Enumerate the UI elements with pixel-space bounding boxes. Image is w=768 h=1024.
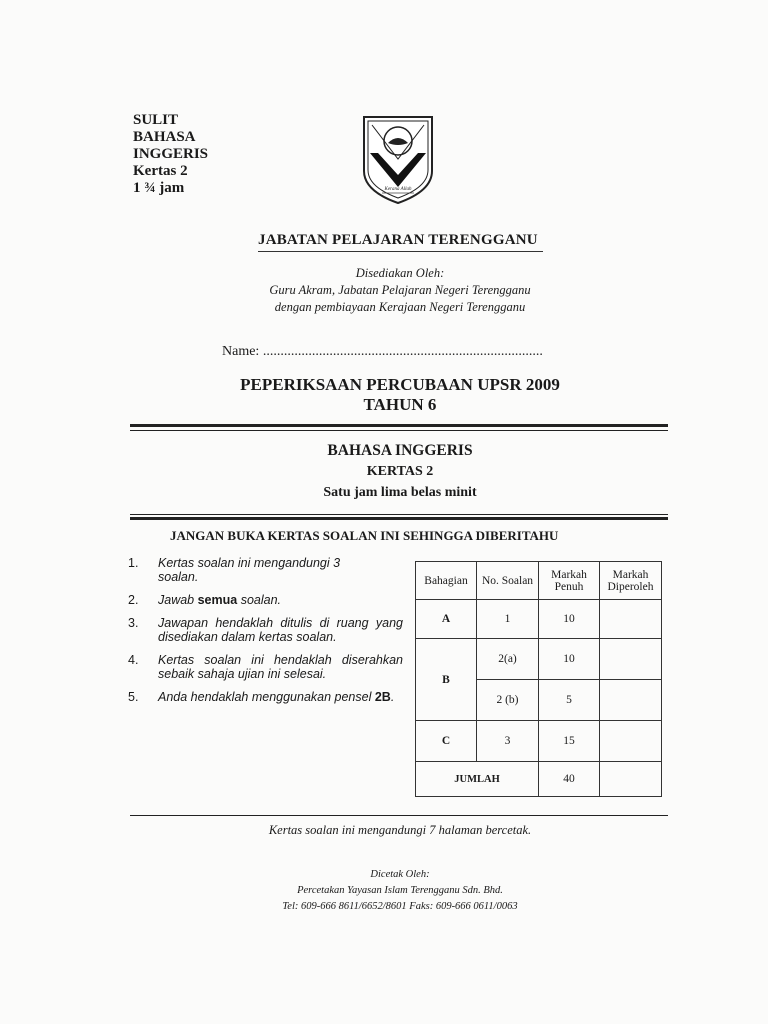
exam-year: TAHUN 6 (363, 395, 437, 414)
prepared-by-line1: Guru Akram, Jabatan Pelajaran Negeri Terengganu (269, 283, 531, 297)
obtained-marks-cell[interactable] (600, 639, 662, 680)
table-header-cell: Markah Penuh (539, 562, 600, 600)
total-full-marks: 40 (539, 762, 600, 797)
instruction-emphasis: 2B (374, 690, 391, 704)
do-not-open-warning: JANGAN BUKA KERTAS SOALAN INI SEHINGGA DIBERITAHU (170, 528, 559, 543)
page-count-note: Kertas soalan ini mengandungi 7 halaman bercetak. (268, 823, 532, 837)
question-number: 2(a) (477, 639, 539, 680)
instruction-text-end: . (390, 690, 395, 704)
instruction-item (128, 690, 403, 704)
obtained-marks-cell[interactable] (600, 721, 662, 762)
header-line-sulit: SULIT (133, 112, 179, 128)
section-label: A (416, 600, 477, 639)
full-marks: 5 (539, 680, 600, 721)
subject-paper: KERTAS 2 (366, 464, 434, 479)
table-header-cell: Bahagian (416, 562, 477, 600)
instruction-number: 3. (128, 616, 139, 630)
double-rule-mid-thick (130, 517, 668, 520)
obtained-marks-cell[interactable] (600, 600, 662, 639)
footer-rule (130, 815, 668, 816)
instruction-number: 4. (128, 653, 139, 667)
double-rule-top-thin (130, 430, 668, 431)
obtained-marks-cell[interactable] (600, 680, 662, 721)
name-field[interactable] (222, 344, 543, 360)
marks-table (415, 561, 662, 797)
table-row-section-a (416, 600, 662, 639)
instruction-item (128, 556, 358, 584)
question-number: 2 (b) (477, 680, 539, 721)
subject-block (130, 440, 670, 503)
full-marks: 10 (539, 600, 600, 639)
prepared-by-label: Disediakan Oleh: (355, 266, 445, 280)
name-label: Name: (222, 344, 260, 359)
jabatan-pelajaran-crest-icon (358, 113, 438, 205)
printer-name: Percetakan Yayasan Islam Terengganu Sdn. Bhd. (297, 885, 503, 896)
full-marks: 15 (539, 721, 600, 762)
instruction-text: Jawab (158, 593, 198, 607)
exam-title: PEPERIKSAAN PERCUBAAN UPSR 2009 (240, 375, 560, 394)
printer-block (130, 867, 670, 915)
header-line-kertas: Kertas 2 (133, 163, 188, 179)
exam-title-block (130, 375, 670, 415)
table-row-section-b-a (416, 639, 662, 680)
header-line-duration: 1 ¾ jam (133, 180, 185, 196)
table-header-cell: No. Soalan (477, 562, 539, 600)
full-marks: 10 (539, 639, 600, 680)
printer-label: Dicetak Oleh: (370, 869, 430, 880)
table-row-total (416, 762, 662, 797)
logo-motto: Kerana Allah (384, 187, 412, 192)
double-rule-mid-thin (130, 514, 668, 515)
header-block (133, 112, 208, 197)
printer-contact: Tel: 609-666 8611/6652/8601 Faks: 609-666 0611/0063 (282, 901, 518, 912)
section-label: B (416, 639, 477, 721)
prepared-by-line2: dengan pembiayaan Kerajaan Negeri Terengganu (274, 300, 526, 314)
table-row-section-c (416, 721, 662, 762)
section-label: C (416, 721, 477, 762)
instruction-text-end: soalan. (237, 593, 281, 607)
instruction-text: Kertas soalan ini hendaklah diserahkan sebaik sahaja ujian ini selesai. (158, 653, 403, 681)
instructions-list (128, 556, 403, 713)
subject-name: BAHASA INGGERIS (327, 442, 473, 459)
instruction-emphasis: semua (197, 593, 238, 607)
instruction-text: Kertas soalan ini mengandungi 3 soalan. (158, 556, 341, 584)
instruction-number: 2. (128, 593, 139, 607)
department-title: JABATAN PELAJARAN TERENGGANU (258, 232, 538, 248)
instruction-item (128, 653, 403, 681)
double-rule-top-thick (130, 424, 668, 427)
department-underline (258, 251, 543, 252)
prepared-by-block (200, 265, 600, 316)
total-obtained-cell[interactable] (600, 762, 662, 797)
table-header-cell: Markah Diperoleh (600, 562, 662, 600)
header-line-inggeris: INGGERIS (133, 146, 209, 162)
total-label: JUMLAH (416, 762, 539, 797)
header-line-bahasa: BAHASA (133, 129, 196, 145)
instruction-number: 5. (128, 690, 139, 704)
instruction-text: Anda hendaklah menggunakan pensel (158, 690, 375, 704)
question-number: 3 (477, 721, 539, 762)
name-dotted-line[interactable]: ................................................................................ (262, 344, 543, 359)
instruction-item (128, 616, 403, 644)
instruction-item (128, 593, 403, 607)
question-number: 1 (477, 600, 539, 639)
instruction-number: 1. (128, 556, 139, 570)
subject-duration: Satu jam lima belas minit (323, 485, 477, 500)
table-header-row (416, 562, 662, 600)
instruction-text: Jawapan hendaklah ditulis di ruang yang disediakan dalam kertas soalan. (158, 616, 403, 644)
